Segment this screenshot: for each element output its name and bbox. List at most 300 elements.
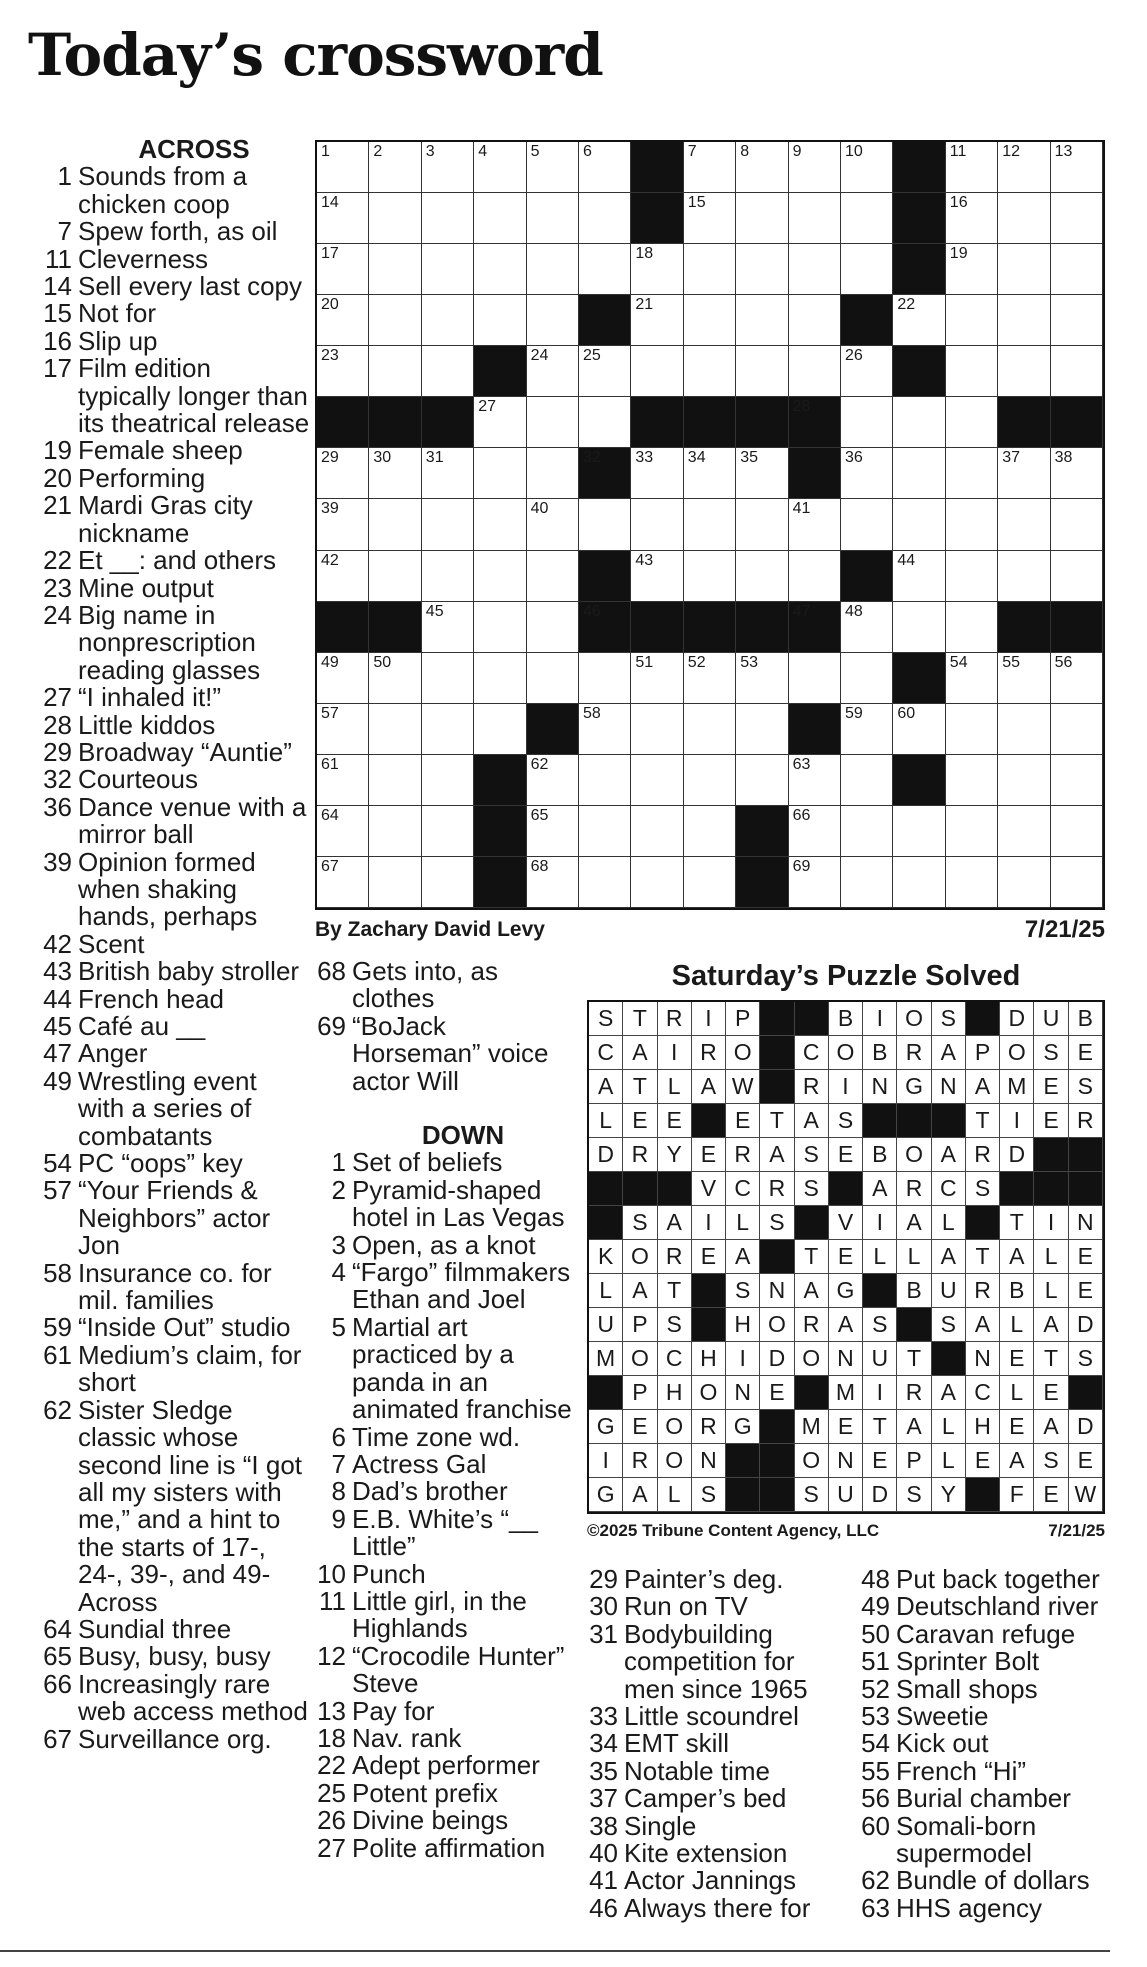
grid-cell[interactable] xyxy=(317,551,369,602)
grid-cell[interactable] xyxy=(1051,704,1103,755)
down-clue[interactable] xyxy=(312,1311,574,1425)
grid-cell[interactable] xyxy=(736,755,788,806)
grid-cell[interactable] xyxy=(946,602,998,653)
grid-cell[interactable] xyxy=(369,857,421,908)
grid-cell[interactable] xyxy=(946,244,998,295)
grid-cell[interactable] xyxy=(474,142,526,193)
grid-cell[interactable] xyxy=(631,295,683,346)
across-clue[interactable] xyxy=(28,243,310,274)
grid-cell[interactable] xyxy=(474,193,526,244)
grid-cell[interactable] xyxy=(579,653,631,704)
clue-text: “Your Friends & Neighbors” actor Jon xyxy=(78,1175,271,1261)
grid-cell[interactable] xyxy=(527,806,579,857)
cell-number: 10 xyxy=(845,143,863,160)
down-clue[interactable] xyxy=(856,1785,1126,1812)
solution-cell: O xyxy=(795,1342,829,1376)
grid-cell[interactable] xyxy=(998,346,1050,397)
grid-cell[interactable] xyxy=(684,806,736,857)
clues-column-2 xyxy=(312,958,574,1862)
across-clue[interactable] xyxy=(28,1013,310,1040)
grid-cell[interactable] xyxy=(369,448,421,499)
grid-cell[interactable] xyxy=(684,653,736,704)
grid-cell[interactable] xyxy=(998,755,1050,806)
grid-cell[interactable] xyxy=(631,755,683,806)
grid-cell[interactable] xyxy=(631,704,683,755)
grid-cell[interactable] xyxy=(527,346,579,397)
grid-cell[interactable] xyxy=(317,346,369,397)
grid-cell[interactable] xyxy=(422,448,474,499)
solution-black-square xyxy=(966,1206,1000,1240)
grid-cell[interactable] xyxy=(527,551,579,602)
grid-cell[interactable] xyxy=(422,602,474,653)
grid-cell[interactable] xyxy=(369,295,421,346)
solution-cell: A xyxy=(829,1308,863,1342)
across-clue[interactable] xyxy=(28,1723,310,1754)
grid-cell[interactable] xyxy=(998,193,1050,244)
grid-cell[interactable] xyxy=(317,295,369,346)
grid-cell[interactable] xyxy=(998,244,1050,295)
grid-cell[interactable] xyxy=(946,806,998,857)
down-clue[interactable] xyxy=(312,1722,574,1753)
grid-cell[interactable] xyxy=(789,295,841,346)
solution-black-square xyxy=(1034,1172,1068,1206)
solution-cell: N xyxy=(1069,1206,1103,1240)
grid-cell[interactable] xyxy=(1051,499,1103,550)
grid-cell[interactable] xyxy=(841,857,893,908)
down-clue[interactable] xyxy=(584,1892,844,1923)
down-clue[interactable] xyxy=(584,1867,844,1894)
grid-cell[interactable] xyxy=(579,499,631,550)
grid-cell[interactable] xyxy=(474,448,526,499)
grid-cell[interactable] xyxy=(841,755,893,806)
grid-cell[interactable] xyxy=(527,448,579,499)
grid-cell[interactable] xyxy=(893,499,945,550)
down-clue[interactable] xyxy=(312,1229,574,1260)
grid-cell[interactable] xyxy=(527,755,579,806)
grid-cell[interactable] xyxy=(893,551,945,602)
down-clue[interactable] xyxy=(312,1448,574,1479)
grid-cell[interactable] xyxy=(474,499,526,550)
grid-cell[interactable] xyxy=(369,244,421,295)
grid-cell[interactable] xyxy=(841,806,893,857)
down-clue[interactable] xyxy=(312,1695,574,1726)
grid-cell[interactable] xyxy=(789,551,841,602)
down-clue[interactable] xyxy=(856,1755,1126,1786)
grid-cell[interactable] xyxy=(998,295,1050,346)
grid-cell[interactable] xyxy=(579,857,631,908)
across-clue[interactable] xyxy=(28,572,310,603)
grid-cell[interactable] xyxy=(789,857,841,908)
across-clue[interactable] xyxy=(28,355,310,437)
across-clue[interactable] xyxy=(28,983,310,1014)
down-clue[interactable] xyxy=(312,1421,574,1452)
grid-cell[interactable] xyxy=(789,244,841,295)
down-clue[interactable] xyxy=(856,1810,1126,1869)
grid-cell[interactable] xyxy=(527,244,579,295)
solution-cell: B xyxy=(829,1002,863,1036)
grid-cell[interactable] xyxy=(579,244,631,295)
grid-cell[interactable] xyxy=(631,806,683,857)
across-clue[interactable] xyxy=(28,736,310,767)
grid-cell[interactable] xyxy=(474,704,526,755)
grid-cell[interactable] xyxy=(631,653,683,704)
grid-cell[interactable] xyxy=(684,142,736,193)
across-clue[interactable] xyxy=(28,492,310,547)
across-clue[interactable] xyxy=(28,709,310,740)
grid-cell[interactable] xyxy=(317,755,369,806)
across-clue[interactable] xyxy=(28,1257,310,1316)
grid-cell[interactable] xyxy=(422,499,474,550)
grid-cell[interactable] xyxy=(736,704,788,755)
grid-cell[interactable] xyxy=(527,602,579,653)
grid-cell[interactable] xyxy=(736,244,788,295)
down-clue[interactable] xyxy=(584,1810,844,1841)
black-square xyxy=(998,602,1050,653)
grid-cell[interactable] xyxy=(789,755,841,806)
clue-text: Potent prefix xyxy=(352,1777,498,1808)
grid-cell[interactable] xyxy=(893,857,945,908)
grid-cell[interactable] xyxy=(422,193,474,244)
grid-cell[interactable] xyxy=(684,244,736,295)
grid-cell[interactable] xyxy=(474,295,526,346)
grid-cell[interactable] xyxy=(998,448,1050,499)
grid-cell[interactable] xyxy=(527,499,579,550)
across-clue[interactable] xyxy=(28,1177,310,1259)
grid-cell[interactable] xyxy=(317,448,369,499)
grid-cell[interactable] xyxy=(736,448,788,499)
down-clue[interactable] xyxy=(584,1593,844,1620)
down-clue[interactable] xyxy=(312,1503,574,1562)
grid-cell[interactable] xyxy=(579,806,631,857)
crossword-grid[interactable] xyxy=(315,140,1105,910)
grid-cell[interactable] xyxy=(736,142,788,193)
across-clue[interactable] xyxy=(28,684,310,711)
grid-cell[interactable] xyxy=(946,193,998,244)
grid-cell[interactable] xyxy=(579,397,631,448)
grid-cell[interactable] xyxy=(841,193,893,244)
grid-cell[interactable] xyxy=(789,499,841,550)
grid-cell[interactable] xyxy=(422,806,474,857)
clue-number: 41 xyxy=(589,1865,618,1896)
grid-cell[interactable] xyxy=(527,193,579,244)
grid-cell[interactable] xyxy=(369,142,421,193)
across-clue[interactable] xyxy=(28,1643,310,1670)
grid-cell[interactable] xyxy=(998,806,1050,857)
grid-cell[interactable] xyxy=(422,295,474,346)
grid-cell[interactable] xyxy=(946,551,998,602)
clue-number: 29 xyxy=(43,736,72,767)
grid-cell[interactable] xyxy=(1051,142,1103,193)
grid-cell[interactable] xyxy=(474,244,526,295)
down-clue[interactable] xyxy=(856,1566,1126,1593)
grid-cell[interactable] xyxy=(1051,755,1103,806)
grid-cell[interactable] xyxy=(317,806,369,857)
grid-cell[interactable] xyxy=(1051,448,1103,499)
grid-cell[interactable] xyxy=(422,857,474,908)
grid-cell[interactable] xyxy=(736,346,788,397)
solution-cell: I xyxy=(692,1002,726,1036)
grid-cell[interactable] xyxy=(684,193,736,244)
grid-cell[interactable] xyxy=(631,448,683,499)
black-square xyxy=(579,551,631,602)
grid-cell[interactable] xyxy=(369,346,421,397)
down-clue[interactable] xyxy=(312,1832,574,1863)
across-clue[interactable] xyxy=(28,846,310,932)
grid-cell[interactable] xyxy=(736,295,788,346)
down-clue[interactable] xyxy=(856,1892,1126,1923)
grid-cell[interactable] xyxy=(474,397,526,448)
across-clue[interactable] xyxy=(28,1613,310,1644)
across-clue[interactable] xyxy=(28,791,310,850)
grid-cell[interactable] xyxy=(841,704,893,755)
grid-cell[interactable] xyxy=(946,499,998,550)
grid-cell[interactable] xyxy=(684,295,736,346)
across-clue[interactable] xyxy=(312,958,574,1013)
solution-cell: C xyxy=(966,1376,1000,1410)
down-clue[interactable] xyxy=(312,1174,574,1233)
down-clue[interactable] xyxy=(312,1259,574,1314)
across-clue[interactable] xyxy=(28,163,310,218)
grid-cell[interactable] xyxy=(631,244,683,295)
down-clue[interactable] xyxy=(312,1478,574,1505)
grid-cell[interactable] xyxy=(1051,244,1103,295)
solution-black-square xyxy=(897,1308,931,1342)
grid-cell[interactable] xyxy=(369,551,421,602)
cell-number: 39 xyxy=(321,500,339,518)
grid-cell[interactable] xyxy=(841,142,893,193)
grid-cell[interactable] xyxy=(1051,653,1103,704)
grid-cell[interactable] xyxy=(946,448,998,499)
grid-cell[interactable] xyxy=(527,295,579,346)
clue-number: 7 xyxy=(57,216,72,247)
grid-cell[interactable] xyxy=(893,448,945,499)
solution-cell: E xyxy=(829,1240,863,1274)
grid-cell[interactable] xyxy=(1051,806,1103,857)
down-clue[interactable] xyxy=(312,1640,574,1699)
solution-cell: O xyxy=(658,1410,692,1444)
across-clue[interactable] xyxy=(312,1010,574,1096)
grid-cell[interactable] xyxy=(841,244,893,295)
grid-cell[interactable] xyxy=(789,346,841,397)
grid-cell[interactable] xyxy=(684,448,736,499)
down-clue[interactable] xyxy=(856,1730,1126,1757)
grid-cell[interactable] xyxy=(998,551,1050,602)
across-clue[interactable] xyxy=(28,218,310,245)
cell-number: 55 xyxy=(1002,653,1020,671)
down-clue[interactable] xyxy=(856,1648,1126,1675)
grid-cell[interactable] xyxy=(527,857,579,908)
clue-number: 22 xyxy=(43,545,72,576)
grid-cell[interactable] xyxy=(369,653,421,704)
grid-cell[interactable] xyxy=(369,704,421,755)
across-clue[interactable] xyxy=(28,325,310,356)
grid-cell[interactable] xyxy=(527,397,579,448)
down-clue[interactable] xyxy=(312,1807,574,1834)
down-clue[interactable] xyxy=(584,1703,844,1730)
across-clue[interactable] xyxy=(28,928,310,959)
grid-cell[interactable] xyxy=(579,346,631,397)
grid-cell[interactable] xyxy=(684,551,736,602)
grid-cell[interactable] xyxy=(841,499,893,550)
grid-cell[interactable] xyxy=(736,193,788,244)
grid-cell[interactable] xyxy=(684,499,736,550)
across-clue[interactable] xyxy=(28,1339,310,1398)
across-clue[interactable] xyxy=(28,599,310,685)
grid-cell[interactable] xyxy=(789,193,841,244)
solution-cell: I xyxy=(658,1036,692,1070)
grid-cell[interactable] xyxy=(422,346,474,397)
across-clue[interactable] xyxy=(28,1150,310,1177)
clues-column-4 xyxy=(856,1566,1126,1922)
grid-cell[interactable] xyxy=(736,499,788,550)
grid-cell[interactable] xyxy=(369,806,421,857)
grid-cell[interactable] xyxy=(317,653,369,704)
across-clue[interactable] xyxy=(28,1040,310,1067)
down-clue[interactable] xyxy=(584,1785,844,1812)
grid-cell[interactable] xyxy=(579,193,631,244)
grid-cell[interactable] xyxy=(789,806,841,857)
grid-cell[interactable] xyxy=(1051,857,1103,908)
grid-cell[interactable] xyxy=(684,755,736,806)
grid-cell[interactable] xyxy=(422,551,474,602)
down-clue[interactable] xyxy=(856,1703,1126,1730)
grid-cell[interactable] xyxy=(789,653,841,704)
grid-cell[interactable] xyxy=(946,346,998,397)
grid-cell[interactable] xyxy=(893,397,945,448)
grid-cell[interactable] xyxy=(527,142,579,193)
grid-cell[interactable] xyxy=(631,346,683,397)
down-clue[interactable] xyxy=(584,1840,844,1867)
grid-cell[interactable] xyxy=(527,653,579,704)
grid-cell[interactable] xyxy=(317,857,369,908)
grid-cell[interactable] xyxy=(317,244,369,295)
grid-cell[interactable] xyxy=(317,142,369,193)
grid-cell[interactable] xyxy=(736,551,788,602)
grid-cell[interactable] xyxy=(841,602,893,653)
grid-cell[interactable] xyxy=(841,653,893,704)
down-clue[interactable] xyxy=(312,1558,574,1589)
grid-cell[interactable] xyxy=(998,857,1050,908)
grid-cell[interactable] xyxy=(998,704,1050,755)
grid-cell[interactable] xyxy=(422,244,474,295)
grid-cell[interactable] xyxy=(631,551,683,602)
grid-cell[interactable] xyxy=(998,499,1050,550)
grid-cell[interactable] xyxy=(317,704,369,755)
byline: By Zachary David Levy xyxy=(315,918,545,941)
across-clue[interactable] xyxy=(28,547,310,574)
down-clue[interactable] xyxy=(312,1777,574,1808)
grid-cell[interactable] xyxy=(841,346,893,397)
grid-cell[interactable] xyxy=(684,857,736,908)
clue-text: Nav. rank xyxy=(352,1722,462,1753)
grid-cell[interactable] xyxy=(946,857,998,908)
across-clue[interactable] xyxy=(28,273,310,300)
across-clue[interactable] xyxy=(28,1394,310,1617)
grid-cell[interactable] xyxy=(946,755,998,806)
down-clue[interactable] xyxy=(584,1618,844,1704)
grid-cell[interactable] xyxy=(946,397,998,448)
down-clue[interactable] xyxy=(856,1673,1126,1704)
clue-number: 2 xyxy=(331,1174,346,1205)
grid-cell[interactable] xyxy=(893,704,945,755)
down-clue[interactable] xyxy=(312,1752,574,1779)
solution-cell: S xyxy=(863,1308,897,1342)
grid-cell[interactable] xyxy=(998,142,1050,193)
across-clue[interactable] xyxy=(28,462,310,493)
grid-cell[interactable] xyxy=(684,704,736,755)
grid-cell[interactable] xyxy=(474,602,526,653)
down-clue[interactable] xyxy=(856,1867,1126,1894)
grid-cell[interactable] xyxy=(893,602,945,653)
across-clue[interactable] xyxy=(28,766,310,793)
grid-cell[interactable] xyxy=(579,142,631,193)
down-clue[interactable] xyxy=(856,1618,1126,1649)
grid-cell[interactable] xyxy=(946,142,998,193)
across-clue[interactable] xyxy=(28,958,310,985)
down-clue[interactable] xyxy=(584,1755,844,1786)
grid-cell[interactable] xyxy=(369,193,421,244)
grid-cell[interactable] xyxy=(422,755,474,806)
grid-cell[interactable] xyxy=(1051,346,1103,397)
grid-cell[interactable] xyxy=(317,499,369,550)
solution-cell: S xyxy=(932,1002,966,1036)
grid-cell[interactable] xyxy=(422,142,474,193)
grid-cell[interactable] xyxy=(631,857,683,908)
grid-cell[interactable] xyxy=(893,806,945,857)
grid-cell[interactable] xyxy=(893,295,945,346)
clue-number: 27 xyxy=(43,682,72,713)
grid-cell[interactable] xyxy=(422,704,474,755)
solution-cell: T xyxy=(863,1410,897,1444)
solution-cell: A xyxy=(966,1308,1000,1342)
down-clue[interactable] xyxy=(312,1585,574,1644)
grid-cell[interactable] xyxy=(946,295,998,346)
clue-number: 17 xyxy=(43,353,72,384)
grid-cell[interactable] xyxy=(579,704,631,755)
across-clue[interactable] xyxy=(28,1314,310,1341)
grid-cell[interactable] xyxy=(789,142,841,193)
grid-cell[interactable] xyxy=(1051,295,1103,346)
grid-cell[interactable] xyxy=(579,755,631,806)
grid-cell[interactable] xyxy=(474,653,526,704)
grid-cell[interactable] xyxy=(1051,193,1103,244)
grid-cell[interactable] xyxy=(369,499,421,550)
grid-cell[interactable] xyxy=(422,653,474,704)
clue-number: 3 xyxy=(331,1229,346,1260)
grid-cell[interactable] xyxy=(736,653,788,704)
grid-cell[interactable] xyxy=(946,704,998,755)
across-clue[interactable] xyxy=(28,1668,310,1727)
across-clue[interactable] xyxy=(28,1065,310,1151)
grid-cell[interactable] xyxy=(684,346,736,397)
down-clue[interactable] xyxy=(856,1593,1126,1620)
down-clue[interactable] xyxy=(584,1730,844,1757)
grid-cell[interactable] xyxy=(841,448,893,499)
across-clue[interactable] xyxy=(28,300,310,327)
down-clue[interactable] xyxy=(584,1566,844,1593)
grid-cell[interactable] xyxy=(369,755,421,806)
grid-cell[interactable] xyxy=(317,193,369,244)
solution-black-square xyxy=(658,1172,692,1206)
grid-cell[interactable] xyxy=(474,551,526,602)
grid-cell[interactable] xyxy=(946,653,998,704)
across-clue[interactable] xyxy=(28,437,310,464)
grid-cell[interactable] xyxy=(1051,551,1103,602)
down-clue[interactable] xyxy=(312,1149,574,1176)
grid-cell[interactable] xyxy=(998,653,1050,704)
grid-cell[interactable] xyxy=(841,397,893,448)
grid-cell[interactable] xyxy=(631,499,683,550)
